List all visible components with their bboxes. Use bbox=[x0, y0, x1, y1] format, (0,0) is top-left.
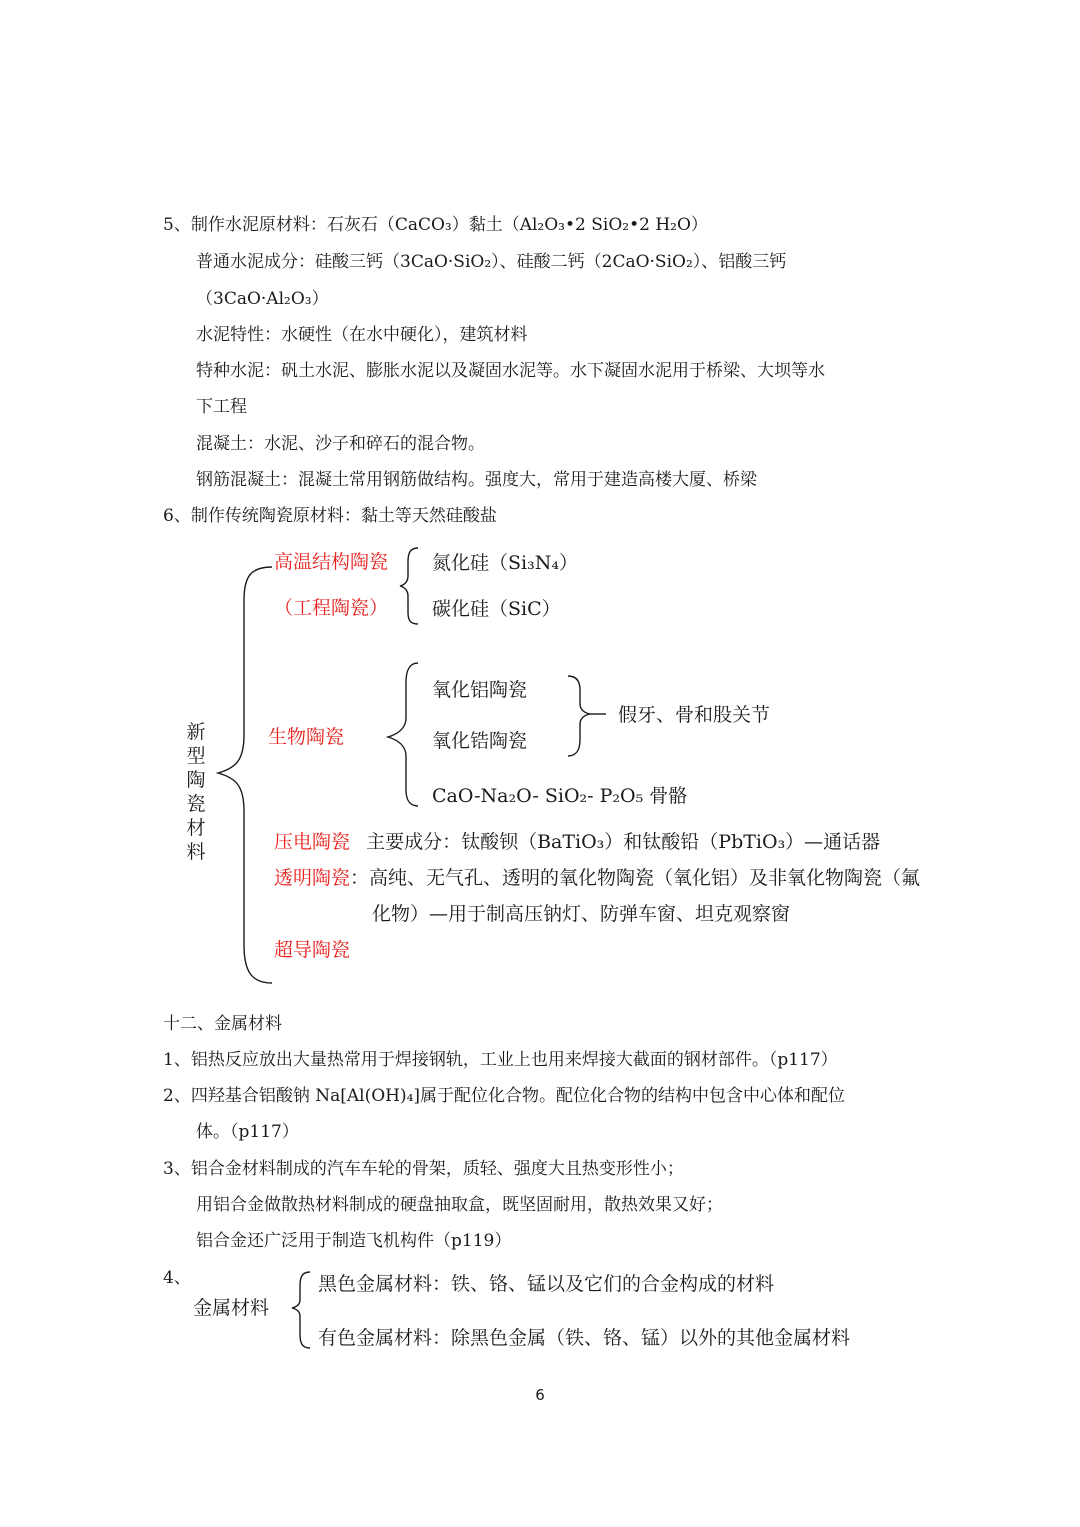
reinforced-concrete: 钢筋混凝土：混凝土常用钢筋做结构。强度大，常用于建造高楼大厦、桥梁 bbox=[196, 470, 757, 490]
piezo-ceramics-desc: 主要成分：钛酸钡（BaTiO₃）和钛酸铅（PbTiO₃）—通话器 bbox=[366, 831, 881, 853]
cement-raw-materials: 5、制作水泥原材料：石灰石（CaCO₃）黏土（Al₂O₃•2 SiO₂•2 H₂O） bbox=[163, 215, 708, 235]
metal-item-2-cont: 体。（p117） bbox=[196, 1122, 299, 1142]
cement-composition-cont: （3CaO·Al₂O₃） bbox=[196, 289, 329, 309]
bone-ceramics: CaO-Na₂O- SiO₂- P₂O₅ 骨骼 bbox=[432, 785, 688, 807]
metal-materials-label: 金属材料 bbox=[193, 1297, 270, 1319]
ferrous-metals: 黑色金属材料：铁、铬、锰以及它们的合金构成的材料 bbox=[318, 1273, 775, 1295]
silicon-carbide: 碳化硅（SiC） bbox=[432, 598, 561, 620]
metal-item-3-line2: 用铝合金做散热材料制成的硬盘抽取盒，既坚固耐用，散热效果又好； bbox=[196, 1195, 723, 1215]
bio-ceramics-use: 假牙、骨和股关节 bbox=[618, 704, 771, 726]
special-cement: 特种水泥：矾土水泥、膨胀水泥以及凝固水泥等。水下凝固水泥用于桥梁、大坝等水 bbox=[196, 361, 825, 381]
bio-ceramics-label: 生物陶瓷 bbox=[268, 726, 345, 748]
concrete: 混凝土：水泥、沙子和碎石的混合物。 bbox=[196, 434, 485, 454]
metal-item-1: 1、铝热反应放出大量热常用于焊接钢轨，工业上也用来焊接大截面的钢材部件。（p117） bbox=[163, 1050, 838, 1070]
metal-item-4-number: 4、 bbox=[163, 1268, 191, 1288]
cement-composition: 普通水泥成分：硅酸三钙（3CaO·SiO₂）、硅酸二钙（2CaO·SiO₂）、铝酸三钙 bbox=[196, 252, 787, 272]
superconducting-ceramics-label: 超导陶瓷 bbox=[274, 939, 351, 961]
metal-item-3-line3: 铝合金还广泛用于制造飞机构件（p119） bbox=[196, 1231, 512, 1251]
section-12-title: 十二、金属材料 bbox=[163, 1014, 282, 1034]
special-cement-cont: 下工程 bbox=[196, 397, 247, 417]
new-ceramics-root-label: 新 型 陶 瓷 材 料 bbox=[186, 721, 206, 863]
cement-property: 水泥特性：水硬性（在水中硬化），建筑材料 bbox=[196, 325, 528, 345]
nonferrous-metals: 有色金属材料：除黑色金属（铁、铬、锰）以外的其他金属材料 bbox=[318, 1327, 851, 1349]
page-number: 6 bbox=[535, 1386, 545, 1404]
engineering-ceramics-label: （工程陶瓷） bbox=[274, 597, 389, 619]
transparent-ceramics-desc: ：高纯、无气孔、透明的氧化物陶瓷（氧化铝）及非氧化物陶瓷（氟 bbox=[350, 867, 921, 889]
transparent-ceramics-desc-cont: 化物）—用于制高压钠灯、防弹车窗、坦克观察窗 bbox=[372, 903, 791, 925]
piezo-ceramics-label: 压电陶瓷 bbox=[274, 831, 351, 853]
high-temp-ceramics-label: 高温结构陶瓷 bbox=[274, 551, 389, 573]
alumina-ceramics: 氧化铝陶瓷 bbox=[432, 679, 528, 701]
transparent-ceramics-label: 透明陶瓷 bbox=[274, 867, 351, 889]
metal-item-3: 3、铝合金材料制成的汽车车轮的骨架，质轻、强度大且热变形性小； bbox=[163, 1159, 684, 1179]
traditional-ceramics: 6、制作传统陶瓷原材料：黏土等天然硅酸盐 bbox=[163, 506, 497, 526]
metal-item-2: 2、四羟基合铝酸钠 Na[Al(OH)₄]属于配位化合物。配位化合物的结构中包含中心体和配位 bbox=[163, 1086, 846, 1106]
silicon-nitride: 氮化硅（Si₃N₄） bbox=[432, 552, 578, 574]
zirconia-ceramics: 氧化锆陶瓷 bbox=[432, 730, 528, 752]
